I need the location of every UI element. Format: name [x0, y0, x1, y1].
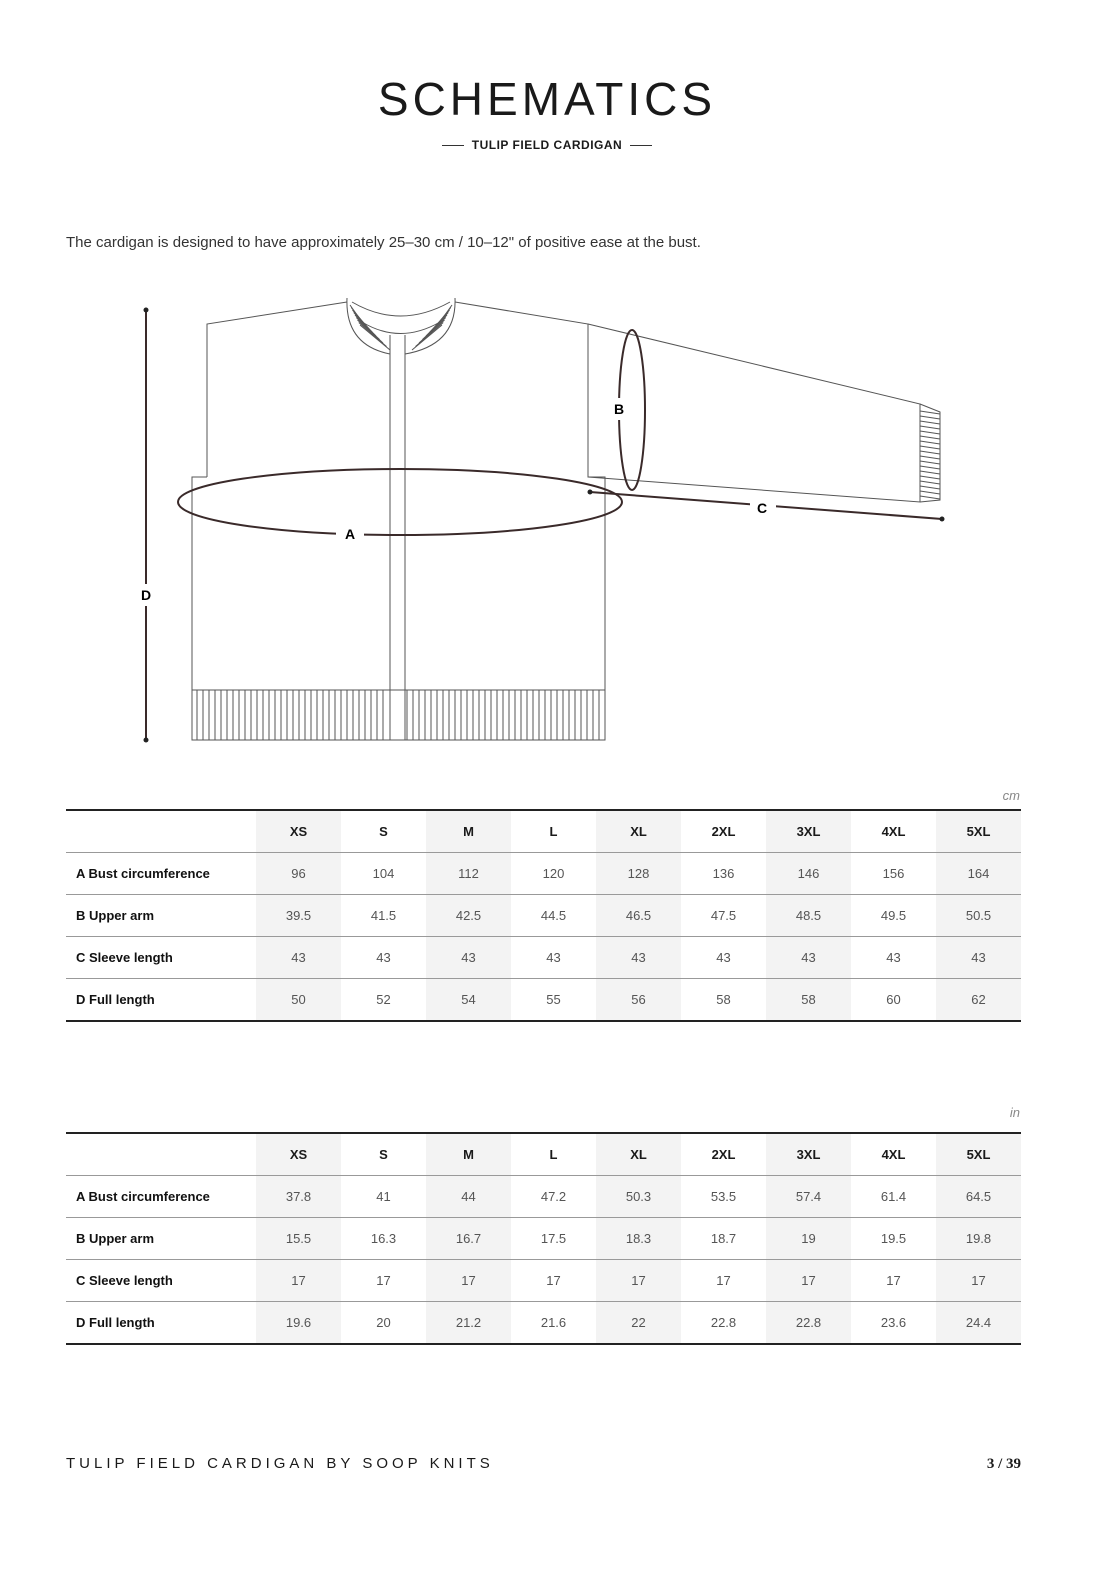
footer-title: TULIP FIELD CARDIGAN BY SOOP KNITS	[66, 1455, 494, 1472]
label-d: D	[140, 587, 152, 603]
measurement-cell: 104	[341, 853, 426, 895]
measurement-cell: 50.5	[936, 895, 1021, 937]
measurement-cell: 62	[936, 979, 1021, 1022]
measurement-cell: 18.7	[681, 1218, 766, 1260]
measurement-cell: 17	[851, 1260, 936, 1302]
cuff-rib-line	[920, 416, 940, 419]
cuff-ribbing-hatch	[920, 411, 940, 499]
measurement-cell: 120	[511, 853, 596, 895]
cuff-rib-line	[920, 436, 940, 439]
measurement-cell: 47.5	[681, 895, 766, 937]
measurement-cell: 39.5	[256, 895, 341, 937]
measurement-cell: 49.5	[851, 895, 936, 937]
header-row	[66, 810, 1021, 853]
sleeve-outline	[588, 324, 920, 502]
size-header: 4XL	[851, 810, 936, 853]
table-body	[66, 853, 1021, 1022]
cuff-rib-line	[920, 481, 940, 484]
cuff-rib-line	[920, 451, 940, 454]
table-row	[66, 1176, 1021, 1218]
header-row	[66, 1133, 1021, 1176]
size-header: 2XL	[681, 810, 766, 853]
size-header: M	[426, 1133, 511, 1176]
table-header	[66, 810, 1021, 853]
table-row	[66, 895, 1021, 937]
header-corner	[66, 1133, 256, 1176]
table-row	[66, 1260, 1021, 1302]
size-header: 3XL	[766, 810, 851, 853]
measurement-cell: 60	[851, 979, 936, 1022]
measurement-cell: 18.3	[596, 1218, 681, 1260]
measurement-cell: 17	[936, 1260, 1021, 1302]
measurement-cell: 43	[766, 937, 851, 979]
cuff-rib-line	[920, 461, 940, 464]
measurement-cell: 22.8	[766, 1302, 851, 1345]
measurement-cell: 20	[341, 1302, 426, 1345]
measurement-cell: 17	[766, 1260, 851, 1302]
table-row	[66, 1218, 1021, 1260]
cuff-rib-line	[920, 491, 940, 494]
cuff-rib-line	[920, 496, 940, 499]
measurement-cell: 17	[681, 1260, 766, 1302]
measurement-cell: 42.5	[426, 895, 511, 937]
size-header: L	[511, 810, 596, 853]
measurement-cell: 156	[851, 853, 936, 895]
header-corner	[66, 810, 256, 853]
measurement-cell: 41	[341, 1176, 426, 1218]
measurement-cell: 41.5	[341, 895, 426, 937]
measurement-cell: 55	[511, 979, 596, 1022]
table-row	[66, 937, 1021, 979]
measurement-cell: 15.5	[256, 1218, 341, 1260]
label-b: B	[613, 401, 625, 417]
cuff-rib-line	[920, 446, 940, 449]
size-header: 5XL	[936, 1133, 1021, 1176]
size-header: 2XL	[681, 1133, 766, 1176]
unit-in: in	[1009, 1105, 1020, 1120]
table-row	[66, 979, 1021, 1022]
measurement-cell: 136	[681, 853, 766, 895]
cuff-rib-line	[920, 466, 940, 469]
unit-cm: cm	[1002, 788, 1020, 803]
size-header: XL	[596, 810, 681, 853]
row-label: B Upper arm	[66, 1218, 256, 1260]
row-label: D Full length	[66, 979, 256, 1022]
measurement-cell: 23.6	[851, 1302, 936, 1345]
measurement-cell: 17	[511, 1260, 596, 1302]
hem-ribbing-hatch	[197, 690, 599, 740]
page-number: 3 / 39	[986, 1456, 1021, 1472]
size-header: S	[341, 1133, 426, 1176]
row-label: C Sleeve length	[66, 937, 256, 979]
row-label: C Sleeve length	[66, 1260, 256, 1302]
row-label: D Full length	[66, 1302, 256, 1345]
cuff-rib-line	[920, 426, 940, 429]
measurement-cell: 43	[256, 937, 341, 979]
table-row	[66, 853, 1021, 895]
measure-d-bottom-dot	[144, 738, 149, 743]
measurement-cell: 57.4	[766, 1176, 851, 1218]
measure-a-ellipse	[178, 469, 622, 535]
size-header: M	[426, 810, 511, 853]
measurement-cell: 96	[256, 853, 341, 895]
measurements-table-in	[66, 1132, 1021, 1345]
measure-d-top-dot	[144, 308, 149, 313]
measurement-cell: 21.6	[511, 1302, 596, 1345]
measurement-cell: 16.3	[341, 1218, 426, 1260]
cuff-rib-line	[920, 411, 940, 414]
measurement-cell: 43	[341, 937, 426, 979]
measurements-table-cm	[66, 809, 1021, 1022]
cuff-rib-line	[920, 476, 940, 479]
neck-rib-line	[416, 323, 444, 347]
table-row	[66, 1302, 1021, 1345]
measurement-cell: 50	[256, 979, 341, 1022]
measurement-cell: 64.5	[936, 1176, 1021, 1218]
measurement-cell: 19.5	[851, 1218, 936, 1260]
label-c: C	[756, 500, 768, 516]
measurement-cell: 56	[596, 979, 681, 1022]
measurement-cell: 22.8	[681, 1302, 766, 1345]
measurement-cell: 164	[936, 853, 1021, 895]
measurement-cell: 58	[681, 979, 766, 1022]
measurement-cell: 44	[426, 1176, 511, 1218]
page-title: SCHEMATICS	[377, 73, 717, 125]
measurement-cell: 53.5	[681, 1176, 766, 1218]
cuff-rib-line	[920, 441, 940, 444]
measurement-cell: 43	[851, 937, 936, 979]
neck-rib-line	[359, 323, 387, 347]
measure-c-end-dot	[940, 517, 945, 522]
measurement-cell: 58	[766, 979, 851, 1022]
measurement-cell: 112	[426, 853, 511, 895]
measurement-cell: 44.5	[511, 895, 596, 937]
size-header: S	[341, 810, 426, 853]
measurement-cell: 52	[341, 979, 426, 1022]
size-header: 4XL	[851, 1133, 936, 1176]
cuff-rib-line	[920, 486, 940, 489]
intro-text: The cardigan is designed to have approximately 25–30 cm / 10–12" of positive ease at the bust.	[66, 234, 701, 251]
cuff-rib-line	[920, 456, 940, 459]
measurement-cell: 54	[426, 979, 511, 1022]
measurement-cell: 17	[256, 1260, 341, 1302]
measurement-cell: 43	[426, 937, 511, 979]
measurement-cell: 43	[936, 937, 1021, 979]
cardigan-schematic	[0, 0, 1094, 780]
measurement-cell: 19.6	[256, 1302, 341, 1345]
label-a: A	[344, 526, 356, 542]
body-outline	[192, 302, 605, 740]
row-label: A Bust circumference	[66, 853, 256, 895]
measurement-cell: 24.4	[936, 1302, 1021, 1345]
measurement-cell: 16.7	[426, 1218, 511, 1260]
measurement-cell: 50.3	[596, 1176, 681, 1218]
row-label: A Bust circumference	[66, 1176, 256, 1218]
measure-c-start-dot	[588, 490, 593, 495]
measurement-cell: 22	[596, 1302, 681, 1345]
size-header: XL	[596, 1133, 681, 1176]
measurement-cell: 19.8	[936, 1218, 1021, 1260]
measurement-cell: 43	[596, 937, 681, 979]
measurement-cell: 17	[596, 1260, 681, 1302]
size-header: 5XL	[936, 810, 1021, 853]
measurement-cell: 37.8	[256, 1176, 341, 1218]
measurement-cell: 19	[766, 1218, 851, 1260]
measurement-cell: 43	[511, 937, 596, 979]
measurement-cell: 17.5	[511, 1218, 596, 1260]
row-label: B Upper arm	[66, 895, 256, 937]
measurement-cell: 17	[426, 1260, 511, 1302]
measurement-cell: 61.4	[851, 1176, 936, 1218]
size-header: L	[511, 1133, 596, 1176]
front-band	[390, 335, 405, 740]
cuff-rib-line	[920, 471, 940, 474]
measurement-cell: 43	[681, 937, 766, 979]
measurement-cell: 48.5	[766, 895, 851, 937]
subtitle-text: TULIP FIELD CARDIGAN	[471, 138, 623, 152]
measurement-cell: 128	[596, 853, 681, 895]
measurement-cell: 47.2	[511, 1176, 596, 1218]
cuff-rib-line	[920, 431, 940, 434]
measurement-cell: 21.2	[426, 1302, 511, 1345]
size-header: XS	[256, 810, 341, 853]
cuff-rib-line	[920, 421, 940, 424]
table-body	[66, 1176, 1021, 1345]
measurement-cell: 17	[341, 1260, 426, 1302]
size-header: 3XL	[766, 1133, 851, 1176]
measurement-cell: 46.5	[596, 895, 681, 937]
table-header	[66, 1133, 1021, 1176]
measurement-cell: 146	[766, 853, 851, 895]
size-header: XS	[256, 1133, 341, 1176]
